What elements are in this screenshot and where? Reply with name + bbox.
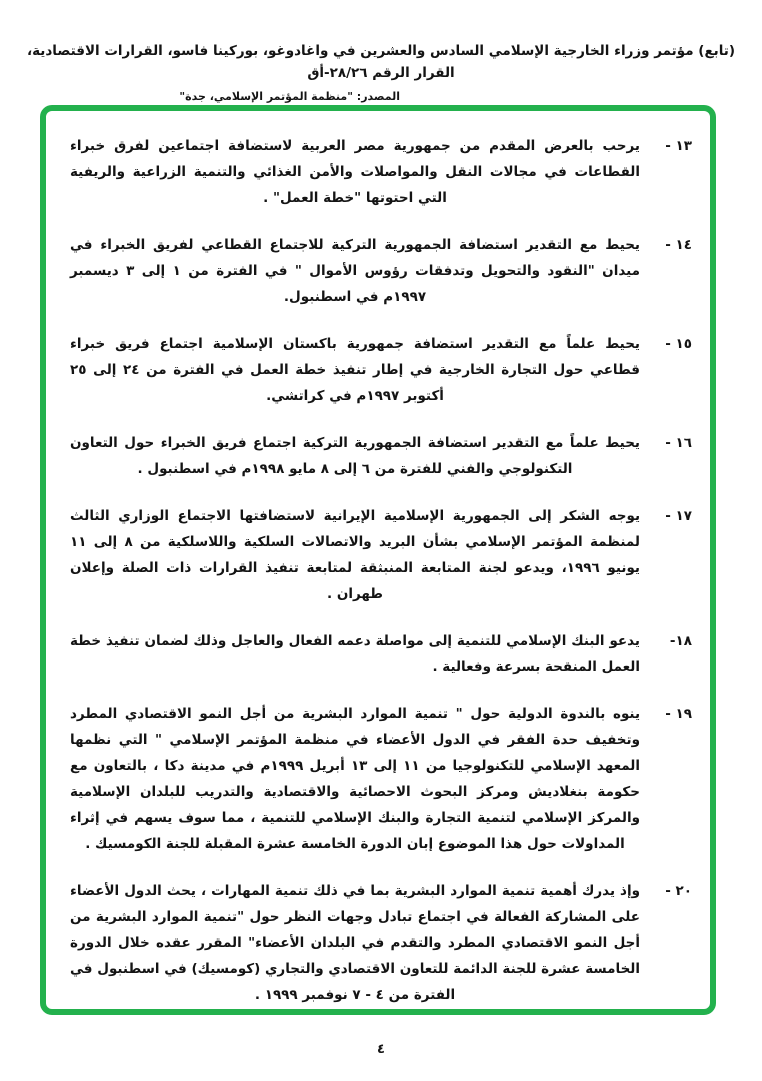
item-number: ١٦ - [665, 435, 692, 451]
resolution-item [70, 232, 692, 310]
item-text: بالندوة الدولية حول " تنمية الموارد البشرية من أجل النمو الاقتصادي المطرد وتخفيف حدة الفقر في الدول الأعضاء في منظمة المؤتمر الإسلامي " التي نظمها المعهد الإسلامي للتكنولوجيا من ١١ إلى ١٣ أبريل ١٩٩٩م في مدينة دكا ، بالتعاون مع حكومة بنغلاديش ومركز البحوث الاحصائية والاقتصادية والتدريب للبلدان الإسلامية والمركز الإسلامي لتنمية التجارة والبنك الإسلامي للتنمية ، مما سوف يسهم في إثراء المداولات حول هذا الموضوع إبان الدورة الخامسة عشرة المقبلة للجنة الكومسيك . [70, 706, 640, 852]
item-text: أهمية تنمية الموارد البشرية بما في ذلك تنمية المهارات ، يحث الدول الأعضاء على المشاركة الفعالة في اجتماع تبادل وجهات النظر حول "تنمية الموارد البشرية من أجل النمو الاقتصادي المطرد والتقدم في البلدان الأعضاء" المقرر عقده خلال الدورة الخامسة عشرة للجنة الدائمة للتعاون الاقتصادي والتجاري (كومسيك) في اسطنبول في الفترة من ٤ - ٧ نوفمبر ١٩٩٩ . [70, 883, 640, 1003]
resolution-item [70, 628, 692, 680]
item-text: مع التقدير استضافة الجمهورية التركية اجتماع فريق الخبراء حول التعاون التكنولوجي والفني للفترة من ٦ إلى ٨ مايو ١٩٩٨م في اسطنبول . [70, 435, 573, 477]
item-text: الشكر إلى الجمهورية الإسلامية الإيرانية لاستضافتها الاجتماع الوزاري الثالث لمنظمة المؤتمر الإسلامي بشأن البريد والاتصالات السلكية واللاسلكية من ٨ إلى ١١ يونيو ١٩٩٦، ويدعو لجنة المتابعة المنبثقة لمتابعة تنفيذ القرارات ذات الصلة وإعلان طهران . [70, 508, 640, 602]
item-paragraph [70, 331, 640, 409]
resolution-item [70, 878, 692, 1008]
item-lead-word: يحيط علماً [569, 435, 640, 451]
item-number: ١٩ - [665, 706, 692, 722]
item-number: ٢٠ - [665, 883, 692, 899]
item-lead-word: ينوه [613, 706, 641, 722]
resolution-item [70, 430, 692, 482]
item-text: بالعرض المقدم من جمهورية مصر العربية لاستضافة اجتماعين لفرق خبراء القطاعات في مجالات النقل والمواصلات والأمن الغذائي والتنمية الزراعية والريفية التي احتوتها "خطة العمل" . [70, 138, 640, 206]
item-text: البنك الإسلامي للتنمية إلى مواصلة دعمه الفعال والعاجل وذلك لضمان تنفيذ خطة العمل المنقحة بسرعة وفعالية . [70, 633, 640, 675]
item-text: مع التقدير استضافة الجمهورية التركية للاجتماع القطاعي لفريق الخبراء في ميدان "النقود والتحويل وتدفقات رؤوس الأموال " في الفترة من ١ إلى ٣ ديسمبر ١٩٩٧م في اسطنبول. [70, 237, 640, 305]
header-source: المصدر: "منظمة المؤتمر الإسلامي، جدة" [179, 90, 400, 103]
resolution-item [70, 133, 692, 211]
item-paragraph [70, 133, 640, 211]
document-header [0, 40, 762, 103]
item-lead-word: وإذ يدرك [582, 883, 640, 899]
item-paragraph [70, 430, 640, 482]
resolution-green-border-box [40, 105, 716, 1015]
resolution-item [70, 701, 692, 857]
resolution-item [70, 503, 692, 607]
item-lead-word: يوجه [608, 508, 641, 524]
header-title: (تابع) مؤتمر وزراء الخارجية الإسلامي السادس والعشرين في واغادوغو، بوركينا فاسو، القرارات الاقتصادية، القرار الرقم ٢٨/٢٦-أق [26, 43, 736, 81]
item-lead-word: يحيط [605, 237, 640, 253]
item-paragraph [70, 503, 640, 607]
item-number: ١٨- [669, 633, 692, 649]
item-number: ١٧ - [665, 508, 692, 524]
resolution-item [70, 331, 692, 409]
item-paragraph [70, 701, 640, 857]
item-lead-word: يحيط علماً [566, 336, 640, 352]
item-number: ١٥ - [665, 336, 692, 352]
item-number: ١٣ - [665, 138, 692, 154]
item-text: مع التقدير استضافة جمهورية باكستان الإسلامية اجتماع فريق خبراء قطاعي حول التجارة الخارجية في إطار تنفيذ خطة العمل في الفترة من ٢٤ إلى ٢٥ أكتوبر ١٩٩٧م في كراتشي. [70, 336, 640, 404]
item-lead-word: يدعو [609, 633, 640, 649]
item-paragraph [70, 628, 640, 680]
item-paragraph [70, 878, 640, 1008]
item-lead-word: يرحب [602, 138, 640, 154]
page-number: ٤ [377, 1042, 385, 1057]
item-paragraph [70, 232, 640, 310]
item-number: ١٤ - [665, 237, 692, 253]
